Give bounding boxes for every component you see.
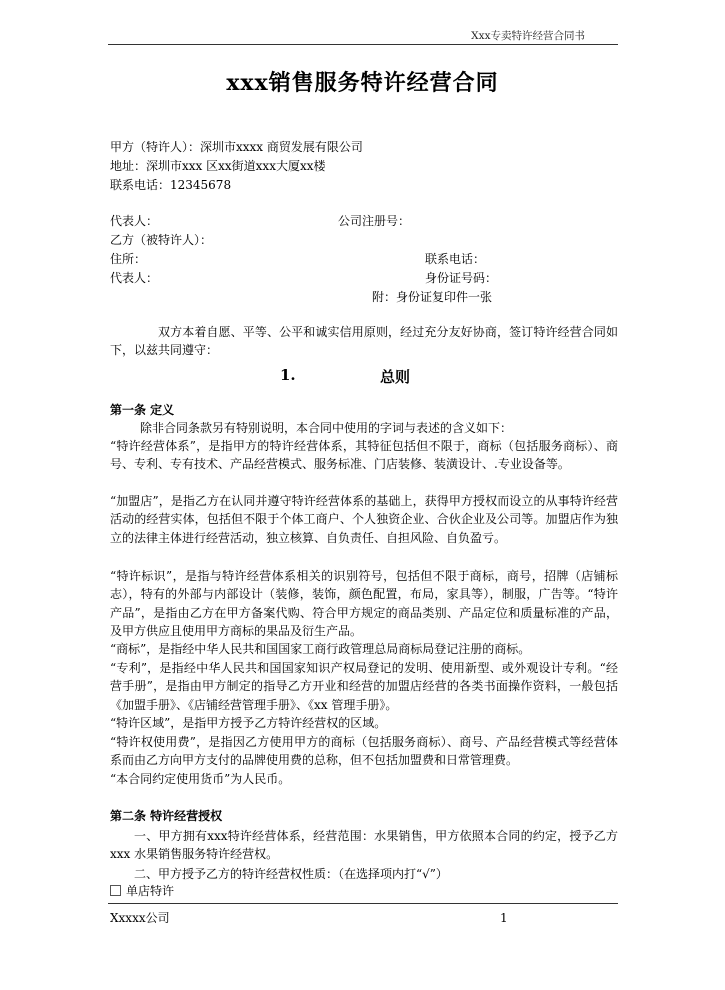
definition-currency: “本合同约定使用货币”为人民币。 [110, 772, 291, 786]
contact-phone-label: 联系电话： [425, 252, 486, 266]
article-2-title: 第二条 特许经营授权 [110, 809, 223, 823]
definition-franchise-area: “特许区域”，是指甲方授予乙方特许经营权的区域。 [110, 716, 387, 730]
section-title: 总则 [380, 368, 411, 386]
attachment-note: 附：身份证复印件一张 [372, 290, 493, 304]
footer-rule [108, 903, 618, 904]
definition-franchise-store: “加盟店”，是指乙方在认同并遵守特许经营体系的基础上，获得甲方授权而设立的从事特许经营活动的经营实体，包括但不限于个体工商户、个人独资企业、合伙企业及公司等。加盟店作为独立的法律主体进行经营活动，独立核算、自负责任、自担风险、自负盈亏。 [110, 494, 618, 545]
article-2-item-1: 一、甲方拥有xxx特许经营体系，经营范围：水果销售，甲方依照本合同的约定，授予乙方xxx 水果销售服务特许经营权。 [110, 829, 618, 862]
option-single-store[interactable] [110, 883, 174, 899]
definition-franchise-system: “特许经营体系”，是指甲方的特许经营体系，其特征包括但不限于，商标（包括服务商标）、商号、专利、专有技术、产品经营模式、服务标准、门店装修、装潢设计、.专业设备等。 [110, 439, 618, 472]
page-header: Xxx专卖特许经营合同书 [471, 30, 585, 42]
footer-company: Xxxxx公司 [110, 911, 170, 925]
party-b-label: 乙方（被特许人）： [110, 233, 213, 247]
residence-label: 住所： [110, 252, 147, 266]
single-store-label: 单店特许 [126, 884, 175, 898]
definition-franchise-marks: “特许标识”，是指与特许经营体系相关的识别符号，包括但不限于商标，商号，招牌（店铺标志），特有的外部与内部设计（装修，装饰，颜色配置，布局，家具等），制服，广告等。“特许产品”，是指由乙方在甲方备案代购、符合甲方规定的商品类别、产品定位和质量标准的产品，及甲方供应且使用甲方商标的果品及衍生产品。 [110, 569, 618, 638]
single-store-checkbox[interactable] [110, 885, 121, 896]
definition-royalty: “特许权使用费”，是指因乙方使用甲方的商标（包括服务商标）、商号、产品经营模式等经营体系而由乙方向甲方支付的品牌使用费的总称，但不包括加盟费和日常管理费。 [110, 735, 618, 768]
page-number: 1 [500, 911, 508, 925]
intro-paragraph: 双方本着自愿、平等、公平和诚实信用原则，经过充分友好协商，签订特许经营合同如下，以兹共同遵守： [110, 325, 618, 358]
definition-trademark: “商标”，是指经中华人民共和国国家工商行政管理总局商标局登记注册的商标。 [110, 642, 531, 656]
definition-patent: “专利”，是指经中华人民共和国国家知识产权局登记的发明、使用新型、或外观设计专利。“经营手册”，是指由甲方制定的指导乙方开业和经营的加盟店经营的各类书面操作资料，一般包括《加盟手册》、《店铺经营管理手册》、《xx 管理手册》。 [110, 661, 618, 712]
article-1-lead: 除非合同条款另有特别说明，本合同中使用的字词与表述的含义如下： [140, 421, 513, 435]
representative-label: 代表人： [110, 214, 159, 228]
article-2-item-2: 二、甲方授予乙方的特许经营权性质：（在选择项内打“√”） [134, 867, 448, 881]
party-a-phone: 联系电话：12345678 [110, 178, 232, 192]
document-title: xxx销售服务特许经营合同 [226, 70, 499, 96]
section-number: 1. [280, 366, 296, 384]
header-rule [108, 44, 618, 45]
representative-label-2: 代表人： [110, 271, 159, 285]
registration-number-label: 公司注册号： [338, 214, 411, 228]
party-a-name: 甲方（特许人）：深圳市xxxx 商贸发展有限公司 [110, 140, 363, 154]
id-number-label: 身份证号码： [425, 271, 498, 285]
article-1-title: 第一条 定义 [110, 403, 175, 417]
party-a-address: 地址：深圳市xxx 区xx街道xxx大厦xx楼 [110, 159, 326, 173]
